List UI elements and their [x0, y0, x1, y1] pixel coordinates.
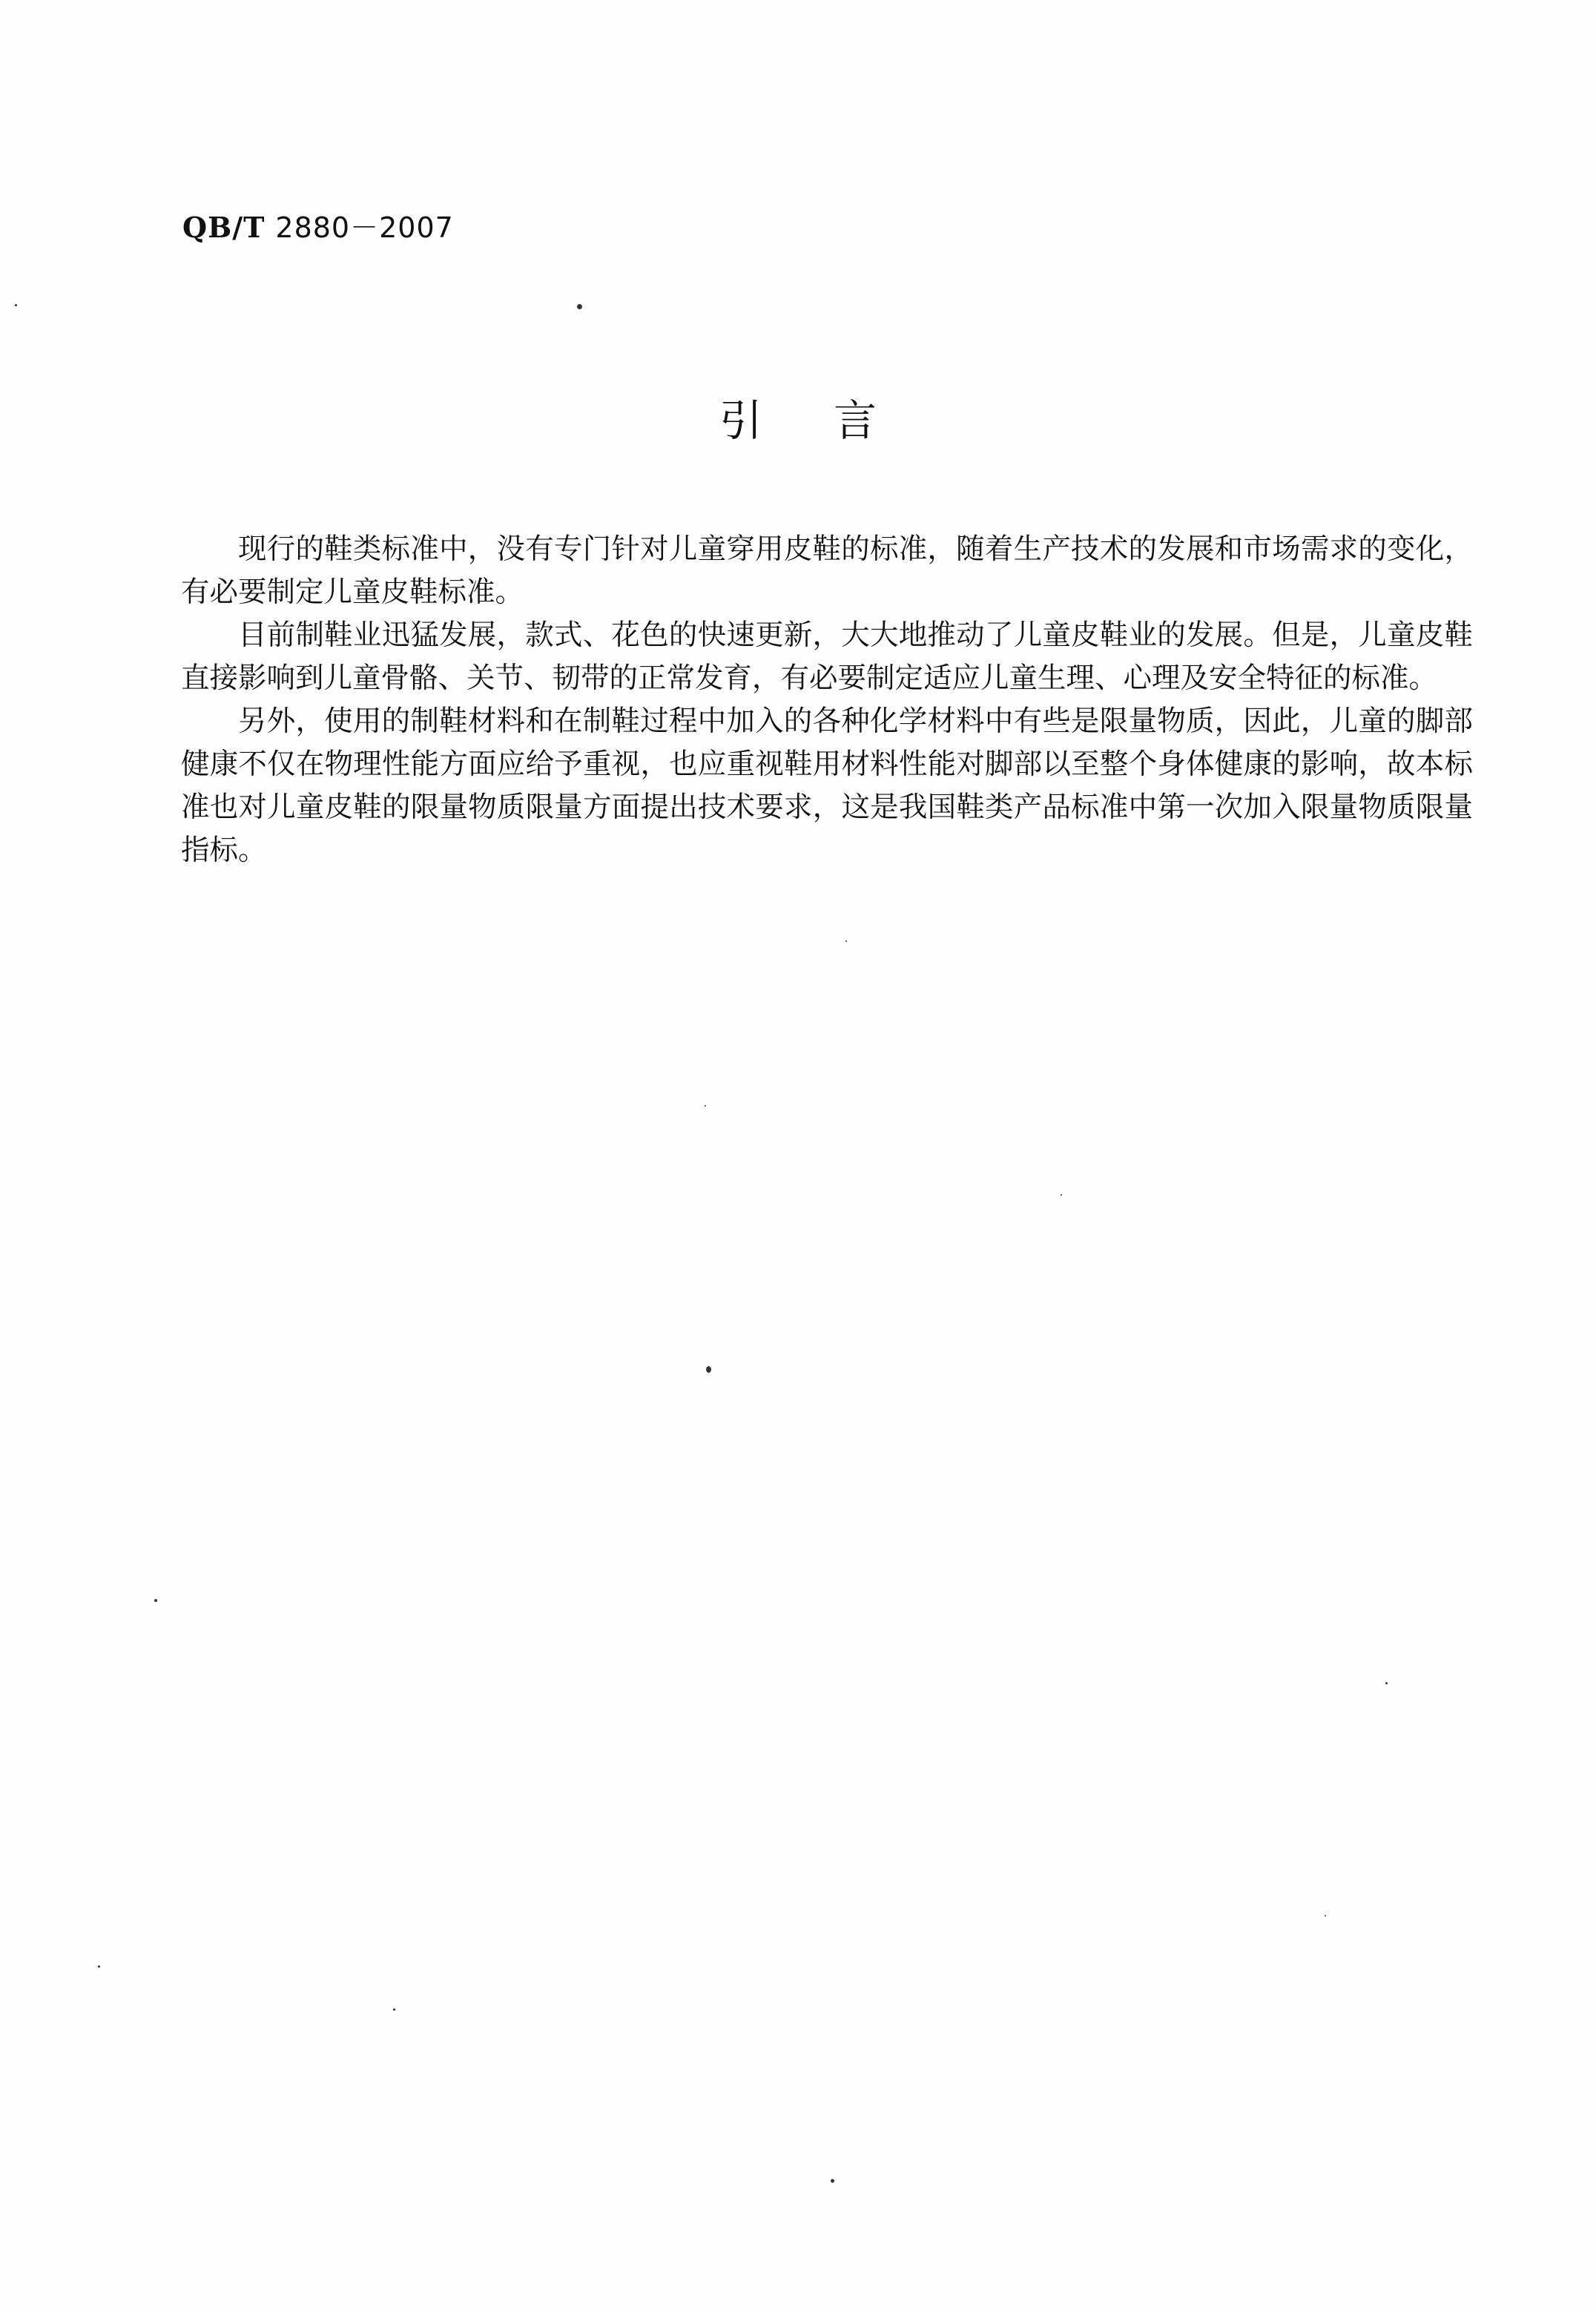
- scan-speck: [393, 2008, 395, 2011]
- scan-speck: [577, 304, 582, 309]
- scan-speck: [706, 1366, 711, 1373]
- title-char-2: 言: [834, 395, 877, 446]
- scan-speck: [1061, 1194, 1062, 1196]
- page-title: [0, 386, 1596, 448]
- scan-speck: [98, 1965, 100, 1968]
- standard-code-number: 2880－2007: [275, 211, 454, 244]
- standard-code-prefix: QB/T: [182, 211, 266, 244]
- scan-speck: [831, 2179, 834, 2183]
- paragraph-2: 目前制鞋业迅猛发展，款式、花色的快速更新，大大地推动了儿童皮鞋业的发展。但是，儿童皮鞋直接影响到儿童骨骼、关节、韧带的正常发育，有必要制定适应儿童生理、心理及安全特征的标准。: [181, 619, 1473, 695]
- scan-speck: [1325, 1915, 1326, 1916]
- scan-speck: [154, 1599, 157, 1602]
- paragraph-3: 另外，使用的制鞋材料和在制鞋过程中加入的各种化学材料中有些是限量物质，因此，儿童的脚部健康不仅在物理性能方面应给予重视，也应重视鞋用材料性能对脚部以至整个身体健康的影响，故本标准也对儿童皮鞋的限量物质限量方面提出技术要求，这是我国鞋类产品标准中第一次加入限量物质限量指标。: [181, 705, 1473, 867]
- standard-code: [182, 205, 454, 245]
- title-char-1: 引: [719, 395, 762, 446]
- scan-speck: [1385, 1682, 1388, 1684]
- scan-speck: [15, 304, 17, 306]
- paragraph-1: 现行的鞋类标准中，没有专门针对儿童穿用皮鞋的标准，随着生产技术的发展和市场需求的变化，有必要制定儿童皮鞋标准。: [181, 533, 1473, 609]
- scan-speck: [845, 940, 847, 942]
- scan-speck: [705, 1105, 706, 1107]
- introduction-body: [181, 528, 1473, 872]
